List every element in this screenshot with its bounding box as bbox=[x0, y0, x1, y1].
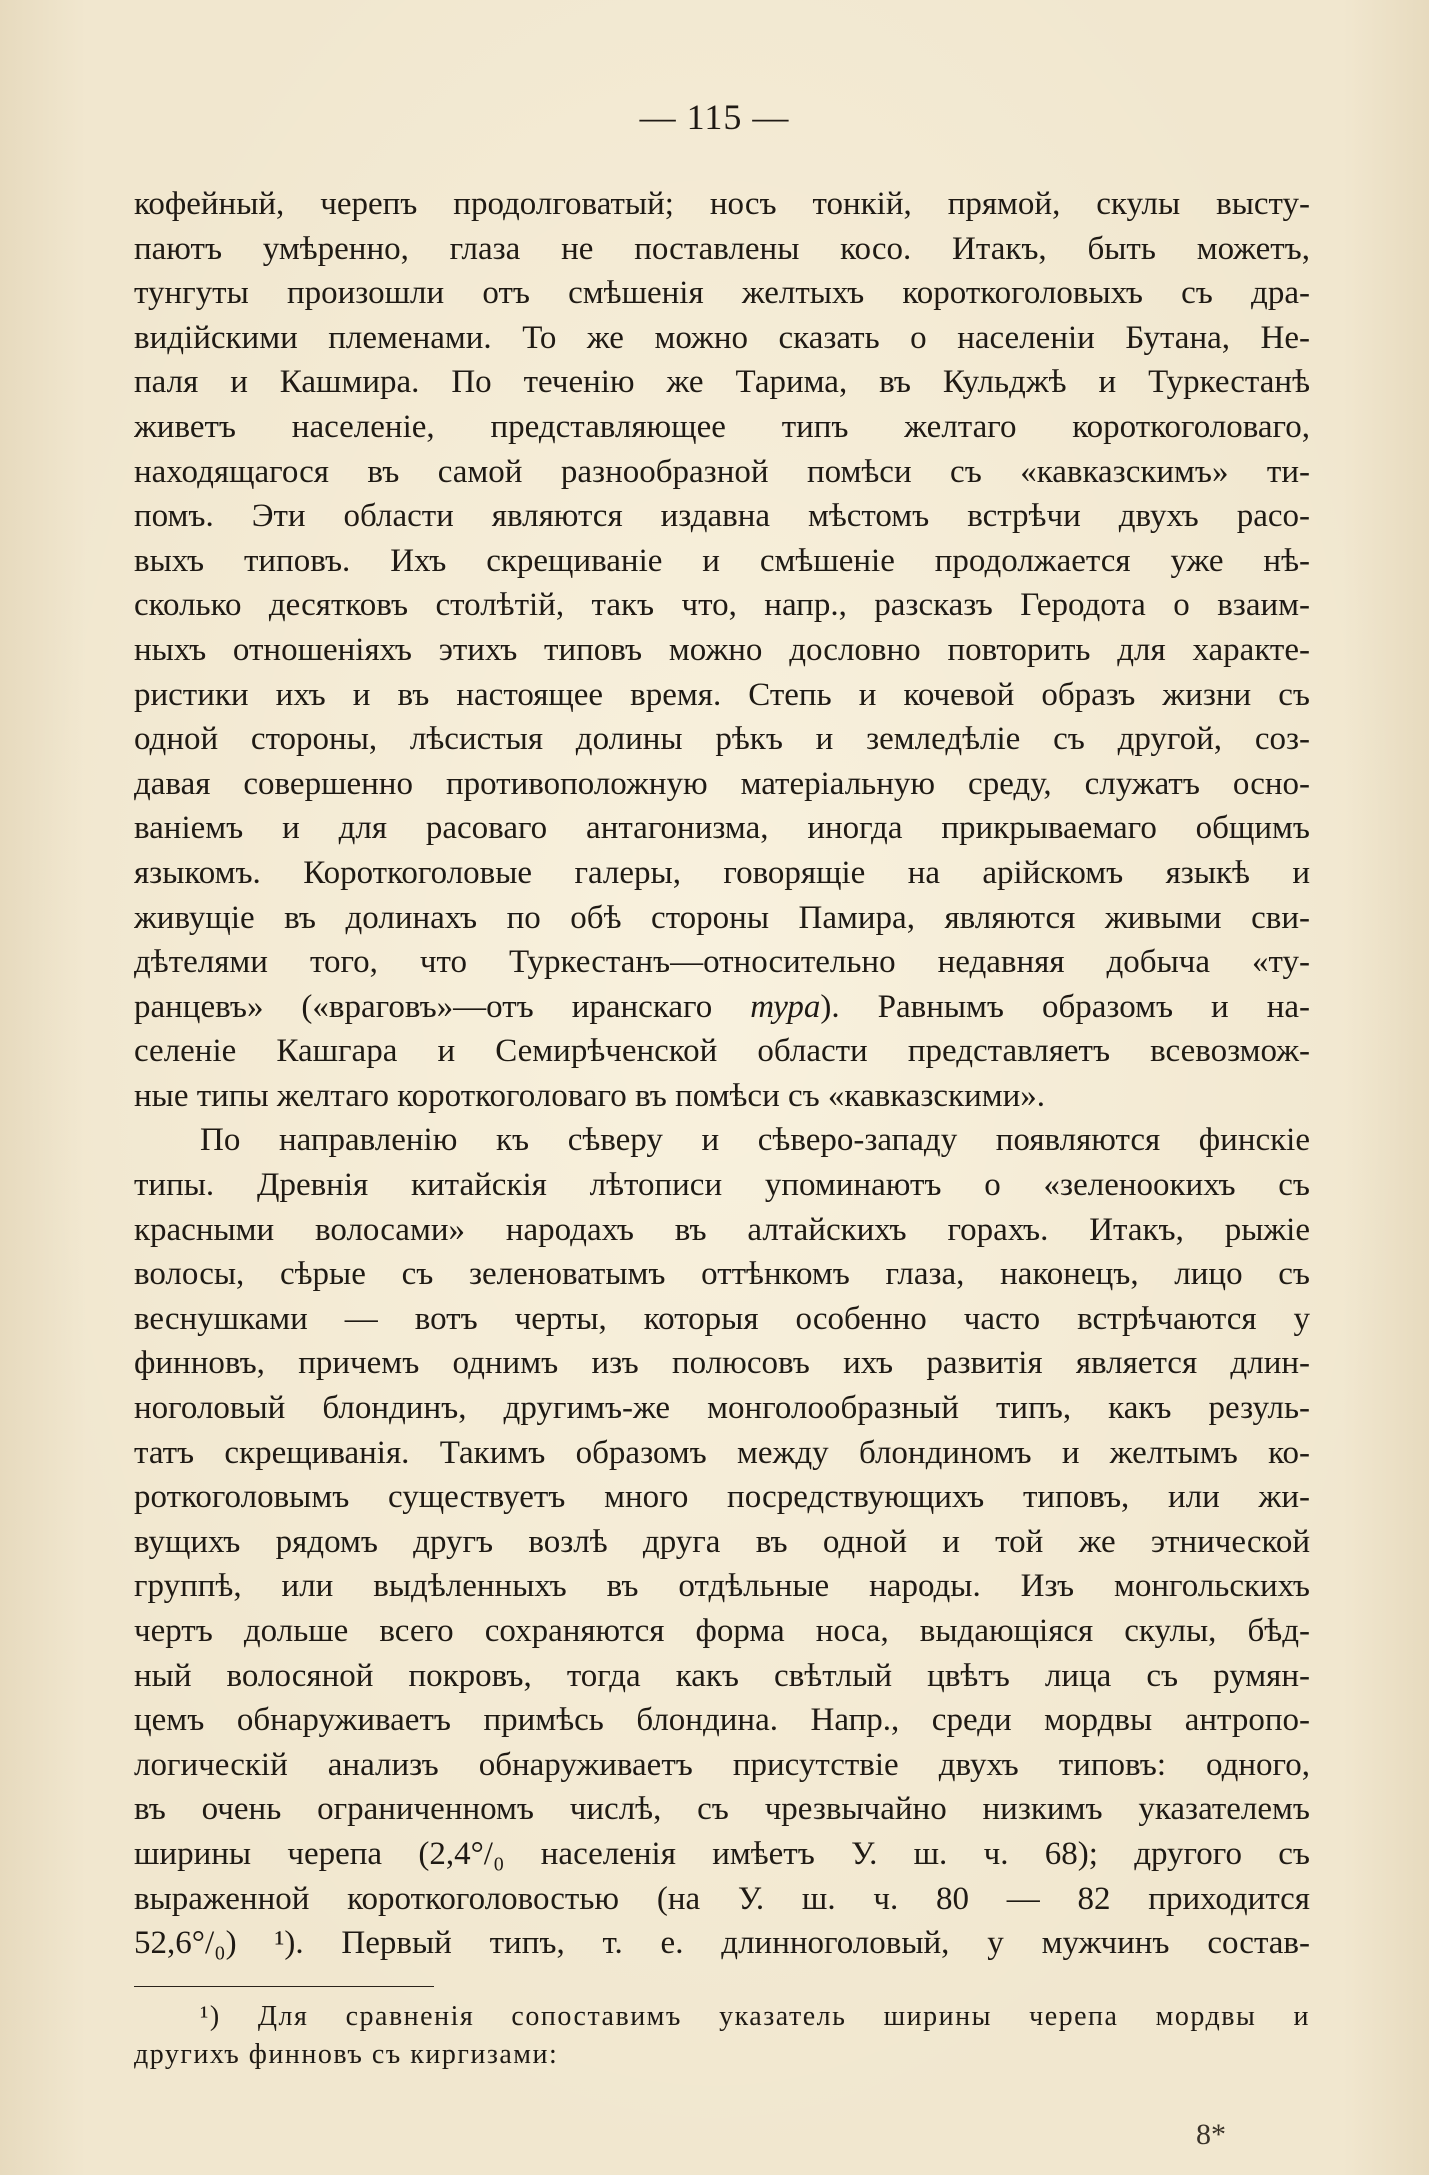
text-line: вущихъ рядомъ другъ возлѣ друга въ одной и той же этнической bbox=[134, 1523, 1310, 1560]
text-line: ристики ихъ и въ настоящее время. Степь и кочевой образъ жизни съ bbox=[134, 676, 1310, 713]
text-line: ширины черепа (2,4°/₀ населенія имѣетъ У. ш. ч. 68); другого съ bbox=[134, 1835, 1310, 1872]
text-line: ный волосяной покровъ, тогда какъ свѣтлый цвѣтъ лица съ румян- bbox=[134, 1657, 1310, 1694]
page-number: — 115 — bbox=[639, 97, 790, 137]
signature-mark: 8* bbox=[1196, 2118, 1226, 2151]
text-line: помъ. Эти области являются издавна мѣстомъ встрѣчи двухъ расо- bbox=[134, 498, 1310, 535]
text-line: финновъ, причемъ однимъ изъ полюсовъ ихъ развитія является длин- bbox=[134, 1345, 1310, 1382]
text-segment: ). Равнымъ образомъ и на- bbox=[820, 988, 1310, 1025]
footnotes bbox=[134, 1998, 1310, 2074]
text-line: красными волосами» народахъ въ алтайскихъ горахъ. Итакъ, рыжіе bbox=[134, 1211, 1310, 1248]
text-line: волосы, сѣрые съ зеленоватымъ оттѣнкомъ глаза, наконецъ, лицо съ bbox=[134, 1256, 1310, 1293]
text-line: ные типы желтаго короткоголоваго въ помѣси съ «кавказскими». bbox=[134, 1077, 1046, 1114]
text-line: языкомъ. Короткоголовые галеры, говорящіе на арійскомъ языкѣ и bbox=[134, 854, 1310, 891]
text-line: тунгуты произошли отъ смѣшенія желтыхъ короткоголовыхъ съ дра- bbox=[134, 275, 1310, 312]
text-line: селеніе Кашгара и Семирѣченской области представляетъ всевозмож- bbox=[134, 1033, 1310, 1070]
text-line: кофейный, черепъ продолговатый; носъ тонкій, прямой, скулы высту- bbox=[134, 186, 1310, 222]
text-line: паля и Кашмира. По теченію же Тарима, въ Кульджѣ и Туркестанѣ bbox=[134, 364, 1310, 401]
text-line: чертъ дольше всего сохраняются форма носа, выдающіяся скулы, бѣд- bbox=[134, 1613, 1310, 1649]
text-line: сколько десятковъ столѣтій, такъ что, напр., разсказъ Геродота о взаим- bbox=[134, 587, 1310, 624]
text-line: одной стороны, лѣсистыя долины рѣкъ и земледѣліе съ другой, соз- bbox=[134, 721, 1310, 758]
text-line: 52,6°/₀) ¹). Первый типъ, т. е. длинноголовый, у мужчинъ состав- bbox=[134, 1925, 1310, 1962]
text-segment: ранцевъ» («враговъ»—отъ иранскаго bbox=[134, 988, 751, 1025]
text-line: паютъ умѣренно, глаза не поставлены косо. Итакъ, быть можетъ, bbox=[134, 230, 1310, 267]
text-line: типы. Древнія китайскія лѣтописи упоминаютъ о «зеленоокихъ съ bbox=[134, 1167, 1310, 1204]
text-line: логическій анализъ обнаруживаетъ присутствіе двухъ типовъ: одного, bbox=[134, 1746, 1310, 1783]
text-line: веснушками — вотъ черты, которыя особенно часто встрѣчаются у bbox=[134, 1300, 1310, 1337]
text-line: въ очень ограниченномъ числѣ, съ чрезвычайно низкимъ указателемъ bbox=[134, 1791, 1310, 1828]
text-line: давая совершенно противоположную матеріальную среду, служатъ осно- bbox=[134, 765, 1310, 802]
body-text bbox=[134, 182, 1310, 1966]
text-line: выраженной короткоголовостью (на У. ш. ч. 80 — 82 приходится bbox=[134, 1880, 1310, 1917]
footnote-line: ¹) Для сравненія сопоставимъ указатель ширины черепа мордвы и bbox=[200, 2001, 1310, 2032]
text-line bbox=[134, 985, 1310, 1030]
text-line: видійскими племенами. То же можно сказать о населеніи Бутана, Не- bbox=[134, 319, 1310, 356]
text-line: По направленію къ сѣверу и сѣверо-западу появляются финскіе bbox=[200, 1122, 1310, 1159]
text-line: татъ скрещиванія. Такимъ образомъ между блондиномъ и желтымъ ко- bbox=[134, 1434, 1310, 1471]
italic-word: тура bbox=[750, 988, 821, 1025]
text-line: живущіе въ долинахъ по обѣ стороны Памира, являются живыми сви- bbox=[134, 899, 1310, 936]
text-line: ныхъ отношеніяхъ этихъ типовъ можно дословно повторить для характе- bbox=[134, 631, 1310, 668]
text-line: выхъ типовъ. Ихъ скрещиваніе и смѣшеніе продолжается уже нѣ- bbox=[134, 542, 1310, 579]
text-line: живетъ населеніе, представляющее типъ желтаго короткоголоваго, bbox=[134, 408, 1310, 445]
text-line: роткоголовымъ существуетъ много посредствующихъ типовъ, или жи- bbox=[134, 1479, 1310, 1516]
text-line: находящагося въ самой разнообразной помѣси съ «кавказскимъ» ти- bbox=[134, 453, 1310, 490]
text-line: цемъ обнаруживаетъ примѣсь блондина. Напр., среди мордвы антропо- bbox=[134, 1702, 1310, 1739]
text-line: ваніемъ и для расоваго антагонизма, иногда прикрываемаго общимъ bbox=[134, 810, 1310, 847]
footnote-divider bbox=[134, 1986, 434, 1987]
text-line: группѣ, или выдѣленныхъ въ отдѣльные народы. Изъ монгольскихъ bbox=[134, 1568, 1310, 1605]
text-line: дѣтелями того, что Туркестанъ—относительно недавняя добыча «ту- bbox=[134, 944, 1310, 981]
footnote-line: другихъ финновъ съ киргизами: bbox=[134, 2039, 559, 2070]
text-line: ноголовый блондинъ, другимъ-же монголообразный типъ, какъ резуль- bbox=[134, 1390, 1310, 1427]
